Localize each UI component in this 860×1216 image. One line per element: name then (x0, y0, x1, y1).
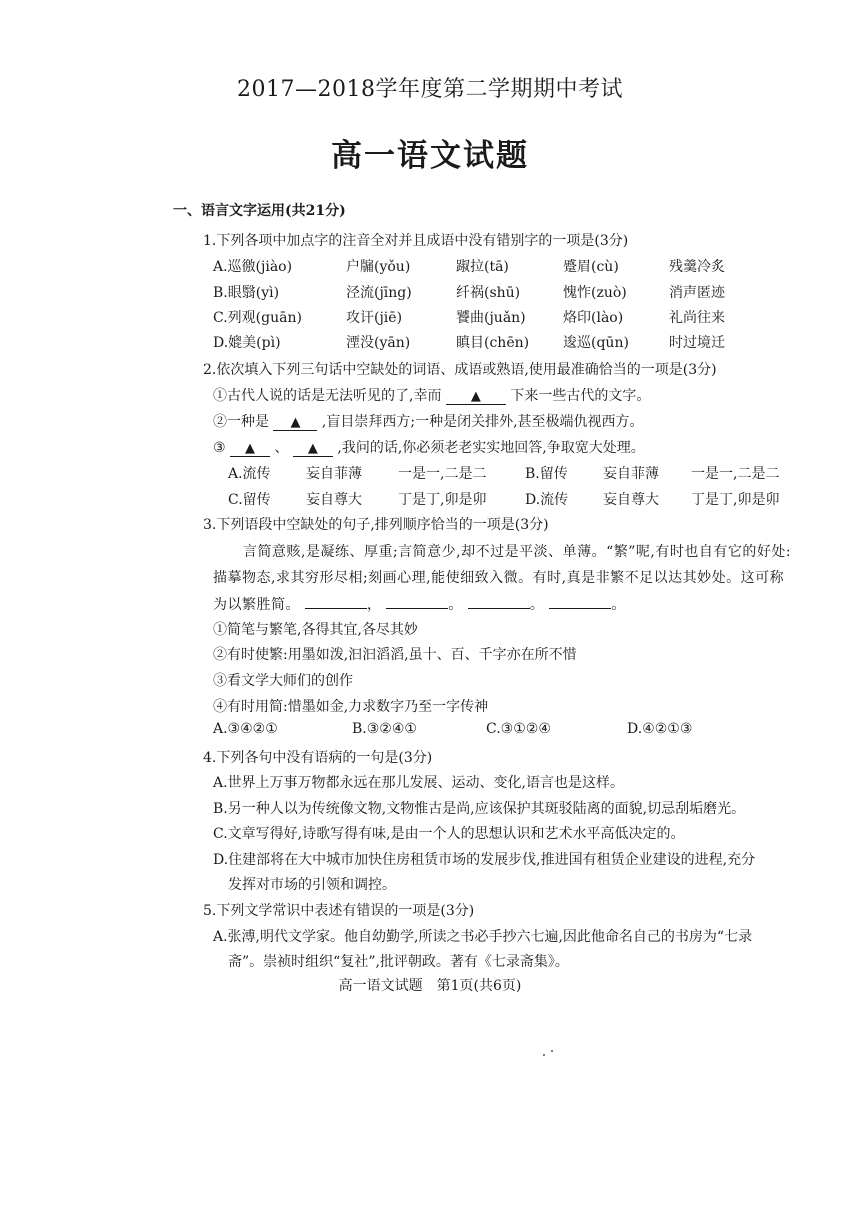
q4-option-b: B.另一种人以为传统像文物,文物惟古是尚,应该保护其斑驳陆离的面貌,切忌刮垢磨光。 (213, 801, 746, 817)
question-5-stem: 5.下列文学常识中表述有错误的一项是(3分) (203, 903, 475, 919)
q2-option-c-word-3: 丁是丁,卯是卯 (398, 492, 487, 508)
q2-option-d-word-1: D.流传 (525, 492, 569, 508)
q1-option-c-item-2: 攻讦(jiē) (346, 310, 403, 326)
scan-speck (551, 1050, 553, 1052)
q2-sentence-3-part-a: ③ (213, 440, 226, 456)
page-footer: 高一语文试题 第1页(共6页) (338, 978, 522, 994)
q3-blank-sep-3: 。 (529, 597, 545, 613)
q3-option-c: C.③①②④ (486, 721, 551, 737)
q1-option-b-item-1: B.眼翳(yì) (213, 285, 280, 301)
q2-sentence-2 (213, 411, 644, 431)
q2-sentence-3 (213, 437, 645, 457)
q1-option-d-item-5: 时过境迁 (669, 335, 725, 351)
q1-option-a-item-2: 户牖(yǒu) (346, 259, 411, 275)
q3-blank-sep-4: 。 (611, 597, 626, 613)
q2-blank-1: ▲ (446, 389, 506, 405)
section-title: 一、语言文字运用(共21分) (173, 203, 346, 219)
subject-title: 高一语文试题 (331, 138, 529, 174)
q2-option-d-word-2: 妄自尊大 (603, 492, 659, 508)
q1-option-b-item-3: 纤祸(shū) (456, 285, 521, 301)
exam-title: 2017—2018学年度第二学期期中考试 (237, 77, 623, 102)
q2-option-b-word-2: 妄自菲薄 (603, 466, 659, 482)
q4-option-d-line-2: 发挥对市场的引领和调控。 (228, 877, 396, 893)
q3-blank-sep-2: 。 (448, 597, 463, 613)
q1-option-b-item-5: 消声匿迹 (669, 285, 725, 301)
q2-blank-3a: ▲ (230, 441, 270, 457)
q3-item-1: ①简笔与繁笔,各得其宜,各尽其妙 (213, 622, 418, 638)
q1-option-c-item-4: 烙印(lào) (563, 310, 624, 326)
question-4-stem: 4.下列各句中没有语病的一句是(3分) (203, 750, 433, 766)
q2-option-d-word-3: 丁是丁,卯是卯 (691, 492, 780, 508)
q3-passage-line-3 (213, 594, 626, 614)
q2-sentence-3-part-b: 、 (274, 440, 289, 456)
q3-option-d: D.④②①③ (627, 721, 693, 737)
q1-option-a-item-5: 残羹冷炙 (669, 259, 725, 275)
q2-option-c-word-2: 妄自尊大 (306, 492, 362, 508)
q1-option-a-item-1: A.巡徼(jiào) (213, 259, 293, 275)
q1-option-d-item-2: 湮没(yān) (346, 335, 411, 351)
q1-option-d-item-3: 瞋目(chēn) (456, 335, 530, 351)
q3-blank-sep-1: ， (366, 597, 382, 613)
q3-item-2: ②有时使繁:用墨如泼,汩汩滔滔,虽十、百、千字亦在所不惜 (213, 647, 577, 663)
q1-option-d-item-4: 逡巡(qūn) (563, 335, 629, 351)
scan-speck (543, 1054, 545, 1056)
q4-option-c: C.文章写得好,诗歌写得有味,是由一个人的思想认识和艺术水平高低决定的。 (213, 826, 685, 842)
q3-option-b: B.③②④① (352, 721, 417, 737)
q2-sentence-1 (213, 385, 650, 405)
q2-sentence-2-part-b: ,盲目崇拜西方;一种是闭关排外,甚至极端仇视西方。 (321, 414, 644, 430)
q1-option-a-item-3: 踧拉(tā) (456, 259, 509, 275)
q2-blank-2: ▲ (273, 415, 317, 431)
q1-option-c-item-3: 饕曲(juǎn) (456, 310, 526, 326)
q2-option-c-word-1: C.留传 (228, 492, 271, 508)
q3-item-3: ③看文学大师们的创作 (213, 673, 353, 689)
q1-option-c-item-1: C.列观(guān) (213, 310, 302, 326)
q3-option-a: A.③④②① (213, 721, 278, 737)
q1-option-d-item-1: D.媲美(pì) (213, 335, 281, 351)
question-1-stem: 1.下列各项中加点字的注音全对并且成语中没有错别字的一项是(3分) (203, 233, 629, 249)
question-2-stem: 2.依次填入下列三句话中空缺处的词语、成语或熟语,使用最准确恰当的一项是(3分) (203, 362, 717, 378)
q3-passage-line-3-text: 为以繁胜简。 (213, 597, 300, 613)
q2-option-b-word-3: 一是一,二是二 (691, 466, 780, 482)
q3-blank-4 (549, 596, 611, 609)
q4-option-d-line-1: D.住建部将在大中城市加快住房租赁市场的发展步伐,推进国有租赁企业建设的进程,充分 (213, 852, 756, 868)
q1-option-c-item-5: 礼尚往来 (669, 310, 725, 326)
q1-option-b-item-2: 泾流(jīng) (346, 285, 412, 301)
q2-option-b-word-1: B.留传 (525, 466, 568, 482)
q2-sentence-1-part-a: ①古代人说的话是无法听见的了,幸而 (213, 388, 442, 404)
q3-passage-line-2: 描摹物态,求其穷形尽相;刻画心理,能使细致入微。有时,真是非繁不足以达其妙处。这可称 (213, 570, 785, 586)
q1-option-b-item-4: 愧怍(zuò) (563, 285, 627, 301)
q3-blank-2 (386, 596, 448, 609)
q2-option-a-word-3: 一是一,二是二 (398, 466, 487, 482)
q2-blank-3b: ▲ (293, 441, 333, 457)
q2-option-a-word-2: 妄自菲薄 (306, 466, 362, 482)
q3-item-4: ④有时用简:惜墨如金,力求数字乃至一字传神 (213, 699, 489, 715)
q2-sentence-2-part-a: ②一种是 (213, 414, 269, 430)
q4-option-a: A.世界上万事万物都永远在那儿发展、运动、变化,语言也是这样。 (213, 775, 625, 791)
q5-option-a-line-1: A.张溥,明代文学家。他自幼勤学,所读之书必手抄六七遍,因此他命名自己的书房为“七录 (213, 929, 753, 945)
q2-sentence-1-part-b: 下来一些古代的文字。 (510, 388, 651, 404)
q1-option-a-item-4: 蹙眉(cù) (563, 259, 619, 275)
q2-option-a-word-1: A.流传 (228, 466, 271, 482)
q5-option-a-line-2: 斋”。崇祯时组织“复社”,批评朝政。著有《七录斋集》。 (228, 954, 569, 970)
q3-blank-1 (305, 596, 367, 609)
question-3-stem: 3.下列语段中空缺处的句子,排列顺序恰当的一项是(3分) (203, 517, 549, 533)
q2-sentence-3-part-c: ,我问的话,你必须老老实实地回答,争取宽大处理。 (337, 440, 645, 456)
q3-passage-line-1: 言简意赅,是凝练、厚重;言简意少,却不过是平淡、单薄。“繁”呢,有时也自有它的好处: (243, 544, 792, 560)
q3-blank-3 (468, 596, 530, 609)
